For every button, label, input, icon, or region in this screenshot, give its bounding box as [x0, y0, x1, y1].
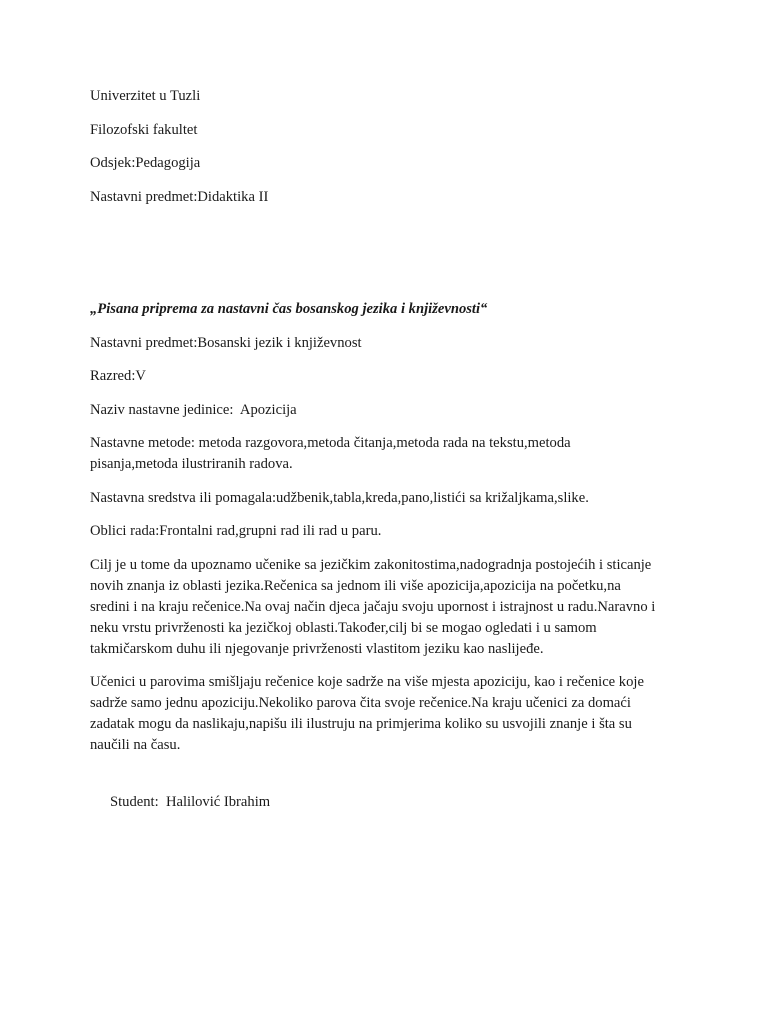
goal-paragraph	[90, 555, 690, 660]
unit-line: Naziv nastavne jedinice: Apozicija	[90, 401, 297, 418]
activity-line: sadrže samo jednu apoziciju.Nekoliko parova čita svoje rečenice.Na kraju učenici za domaći	[90, 695, 631, 711]
document-body	[90, 86, 690, 769]
forms-line: Oblici rada:Frontalni rad,grupni rad ili rad u paru.	[90, 523, 382, 539]
activity-paragraph	[90, 672, 690, 756]
activity-line: zadatak mogu da naslikaju,napišu ili ilustruju na primjerima koliko su usvojili znanje i šta su	[90, 716, 632, 732]
faculty-name: Filozofski fakultet	[90, 121, 198, 138]
goal-line: novih znanja iz oblasti jezika.Rečenica sa jednom ili više apozicija,apozicija na početku,na	[90, 577, 621, 594]
tools-line: Nastavna sredstva ili pomagala:udžbenik,tabla,kreda,pano,listići sa križaljkama,slike.	[90, 489, 589, 506]
activity-line: naučili na času.	[90, 737, 181, 753]
university-name: Univerzitet u Tuzli	[90, 88, 201, 104]
methods-paragraph	[90, 433, 690, 475]
goal-line: neku vrstu privrženosti ka jezičkoj oblasti.Također,cilj bi se mogao ogledati i u samom	[90, 619, 597, 636]
methods-line: pisanja,metoda ilustriranih radova.	[90, 456, 293, 472]
activity-line: Učenici u parovima smišljaju rečenice koje sadrže na više mjesta apoziciju, kao i rečenice koje	[90, 674, 644, 690]
methods-line: Nastavne metode: metoda razgovora,metoda čitanja,metoda rada na tekstu,metoda	[90, 435, 571, 451]
goal-line: sredini i na kraju rečenice.Na ovaj način djeca jačaju svoju upornost i istrajnost u radu.Naravno i	[90, 598, 656, 615]
grade-line: Razred:V	[90, 368, 146, 384]
goal-line: takmičarskom duhu ili njegovanje privrženosti vlastitom jeziku kao naslijeđe.	[90, 640, 544, 657]
goal-line: Cilj je u tome da upoznamo učenike sa jezičkim zakonitostima,nadogradnja postojećih i sticanje	[90, 556, 652, 573]
student-signature: Student: Halilović Ibrahim	[110, 794, 271, 810]
course-name: Nastavni predmet:Didaktika II	[90, 188, 269, 205]
header-spacer	[90, 220, 690, 299]
subject-line: Nastavni predmet:Bosanski jezik i književnost	[90, 334, 362, 351]
document-title: „Pisana priprema za nastavni čas bosanskog jezika i književnosti“	[90, 301, 488, 317]
department-name: Odsjek:Pedagogija	[90, 155, 201, 171]
